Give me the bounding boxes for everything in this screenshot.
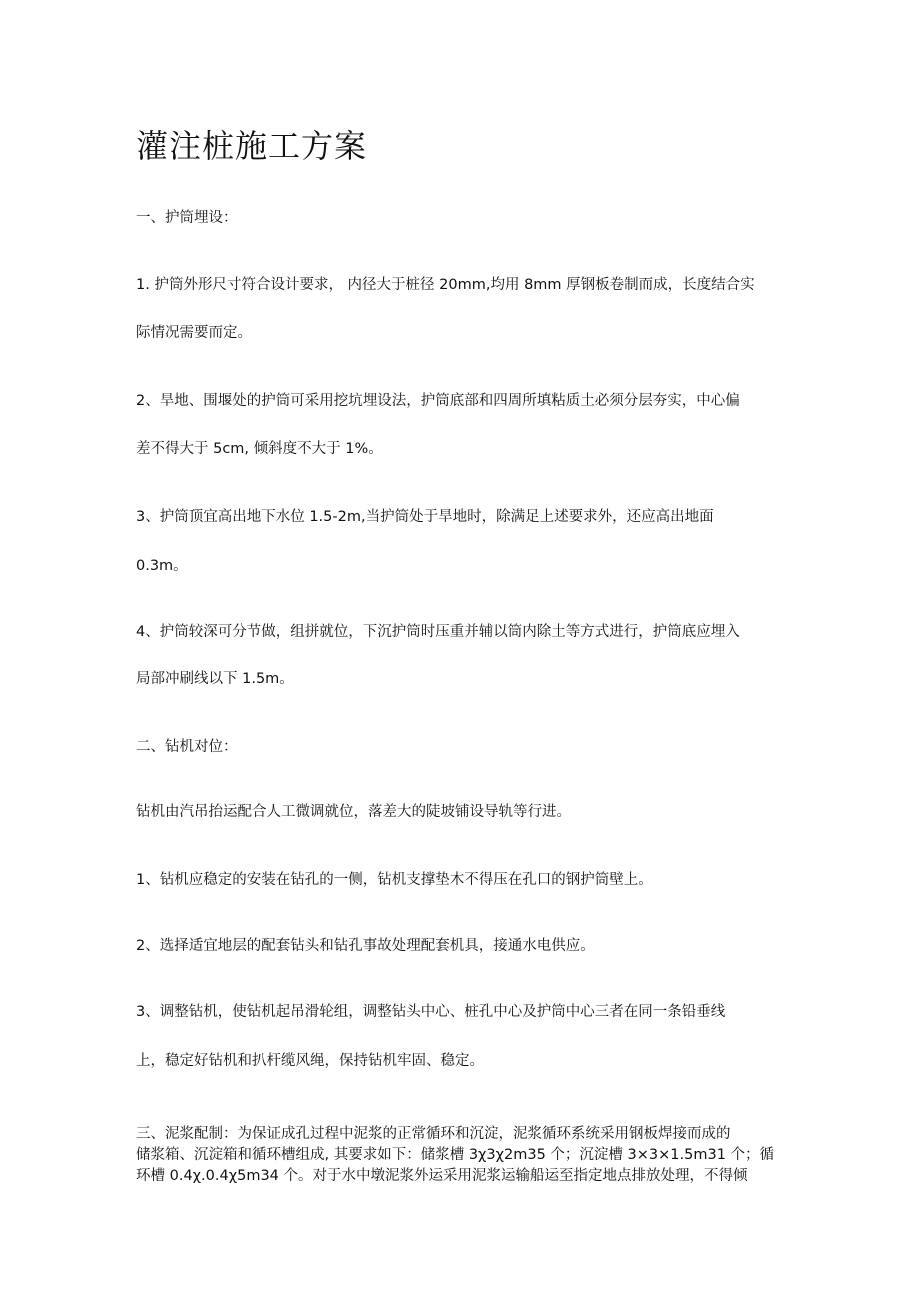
section-mud-paragraph — [136, 1124, 786, 1187]
paragraph-line: 上，稳定好钻机和扒杆缆风绳，保持钻机牢固、稳定。 — [136, 1053, 484, 1069]
paragraph-line: 局部冲刷线以下 1.5m。 — [136, 671, 294, 687]
paragraph-line: 际情况需要而定。 — [136, 325, 252, 341]
paragraph-line: 2、选择适宜地层的配套钻头和钻孔事故处理配套机具，接通水电供应。 — [136, 938, 595, 954]
paragraph-line: 三、泥浆配制：为保证成孔过程中泥浆的正常循环和沉淀，泥浆循环系统采用钢板焊接而成的 — [136, 1126, 731, 1142]
paragraph-line: 2、旱地、围堰处的护筒可采用挖坑埋设法，护筒底部和四周所填粘质土必须分层夯实，中心偏 — [136, 393, 740, 409]
paragraph-line: 4、护筒较深可分节做，组拼就位，下沉护筒时压重并辅以筒内除土等方式进行，护筒底应埋入 — [136, 624, 740, 640]
paragraph-line: 储浆箱、沉淀箱和循环槽组成, 其要求如下：储浆槽 3χ3χ2m35 个；沉淀槽 3×3×1.5m31 个；循 — [136, 1147, 775, 1163]
paragraph-line: 1. 护筒外形尺寸符合设计要求， 内径大于桩径 20mm,均用 8mm 厚钢板卷制而成，长度结合实 — [136, 277, 755, 293]
paragraph-line: 3、调整钻机，使钻机起吊滑轮组，调整钻头中心、桩孔中心及护筒中心三者在同一条铅垂线 — [136, 1004, 726, 1020]
document-title: 灌注桩施工方案 — [136, 127, 368, 165]
paragraph-line: 1、钻机应稳定的安装在钻孔的一侧，钻机支撑垫木不得压在孔口的钢护筒壁上。 — [136, 872, 653, 888]
section-heading-casing: 一、护筒埋设： — [136, 210, 238, 226]
paragraph-line: 环槽 0.4χ.0.4χ5m34 个。对于水中墩泥浆外运采用泥浆运输船运至指定地点排放处理，不得倾 — [136, 1168, 748, 1184]
paragraph-line: 差不得大于 5cm, 倾斜度不大于 1%。 — [136, 441, 383, 457]
paragraph-line: 3、护筒顶宜高出地下水位 1.5-2m,当护筒处于旱地时，除满足上述要求外，还应高出地面 — [136, 509, 714, 525]
section-heading-drill: 二、钻机对位： — [136, 739, 238, 755]
paragraph-line: 钻机由汽吊抬运配合人工微调就位，落差大的陡坡铺设导轨等行进。 — [136, 804, 571, 820]
paragraph-line: 0.3m。 — [136, 558, 188, 574]
